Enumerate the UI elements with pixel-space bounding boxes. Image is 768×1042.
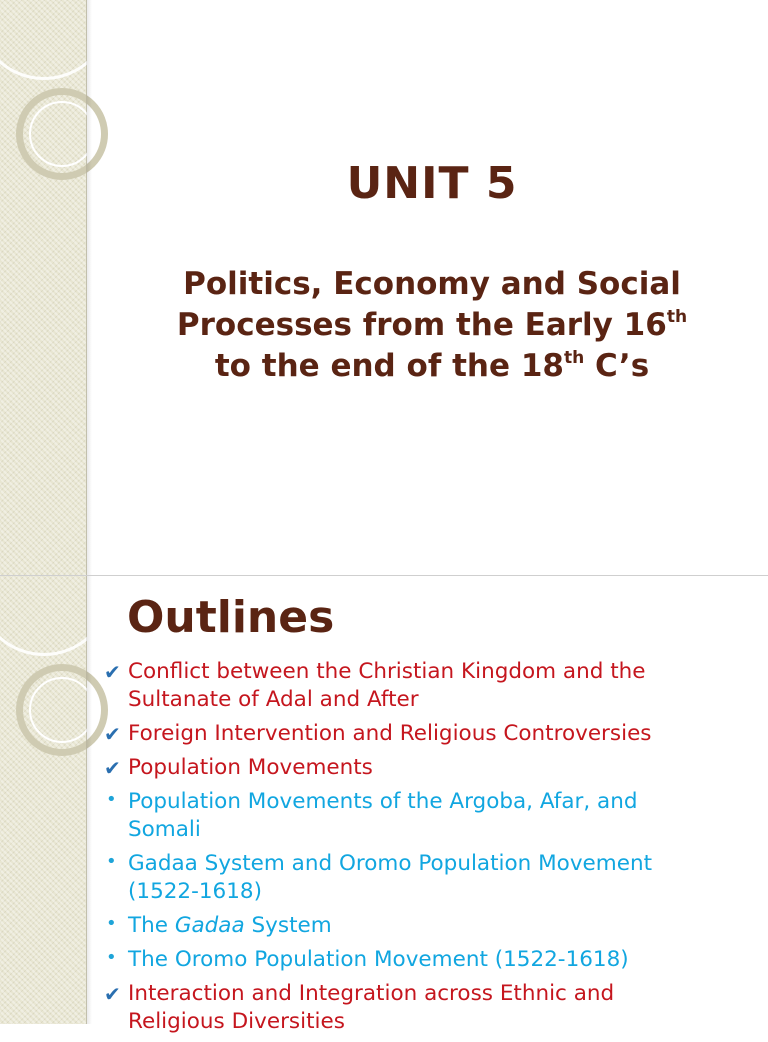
checkmark-icon: ✔ xyxy=(104,756,121,780)
bullet-icon: • xyxy=(106,789,117,810)
list-item: ✔ Interaction and Integration across Ethnic and Religious Diversities xyxy=(104,981,615,1034)
bullet-icon: • xyxy=(106,913,117,934)
slide-subtitle xyxy=(96,264,768,387)
bullet-icon: • xyxy=(106,851,117,872)
checkmark-icon: ✔ xyxy=(104,982,121,1006)
outline-list xyxy=(104,658,747,1042)
subtitle-line: Politics, Economy and Social xyxy=(183,266,681,302)
subtitle-line: to the end of the 18th C’s xyxy=(214,348,650,384)
list-item: • The Gadaa System xyxy=(104,912,747,940)
decorative-ring-icon xyxy=(16,664,108,756)
list-item: ✔ Foreign Intervention and Religious Controversies xyxy=(104,721,652,746)
list-item: • Gadaa System and Oromo Population Movement (1522-1618) xyxy=(104,850,747,906)
decorative-ring-icon xyxy=(0,0,112,80)
decorative-ring-icon xyxy=(16,88,108,180)
decorative-side-stripe xyxy=(0,576,87,1024)
decorative-side-stripe xyxy=(0,0,87,576)
list-item: ✔ Conflict between the Christian Kingdom and the Sultanate of Adal and After xyxy=(104,659,646,712)
checkmark-icon: ✔ xyxy=(104,722,121,746)
unit-title: UNIT 5 xyxy=(346,158,518,209)
decorative-ring-icon xyxy=(0,576,112,656)
list-item: ✔ Population Movements xyxy=(104,755,373,780)
outlines-heading: Outlines xyxy=(127,592,335,643)
subtitle-line: Processes from the Early 16th xyxy=(176,307,688,343)
list-item: • Population Movements of the Argoba, Afar, and Somali xyxy=(104,788,747,844)
checkmark-icon: ✔ xyxy=(104,660,121,684)
list-item: • The Oromo Population Movement (1522-1618) xyxy=(104,946,747,974)
bullet-icon: • xyxy=(106,947,117,968)
